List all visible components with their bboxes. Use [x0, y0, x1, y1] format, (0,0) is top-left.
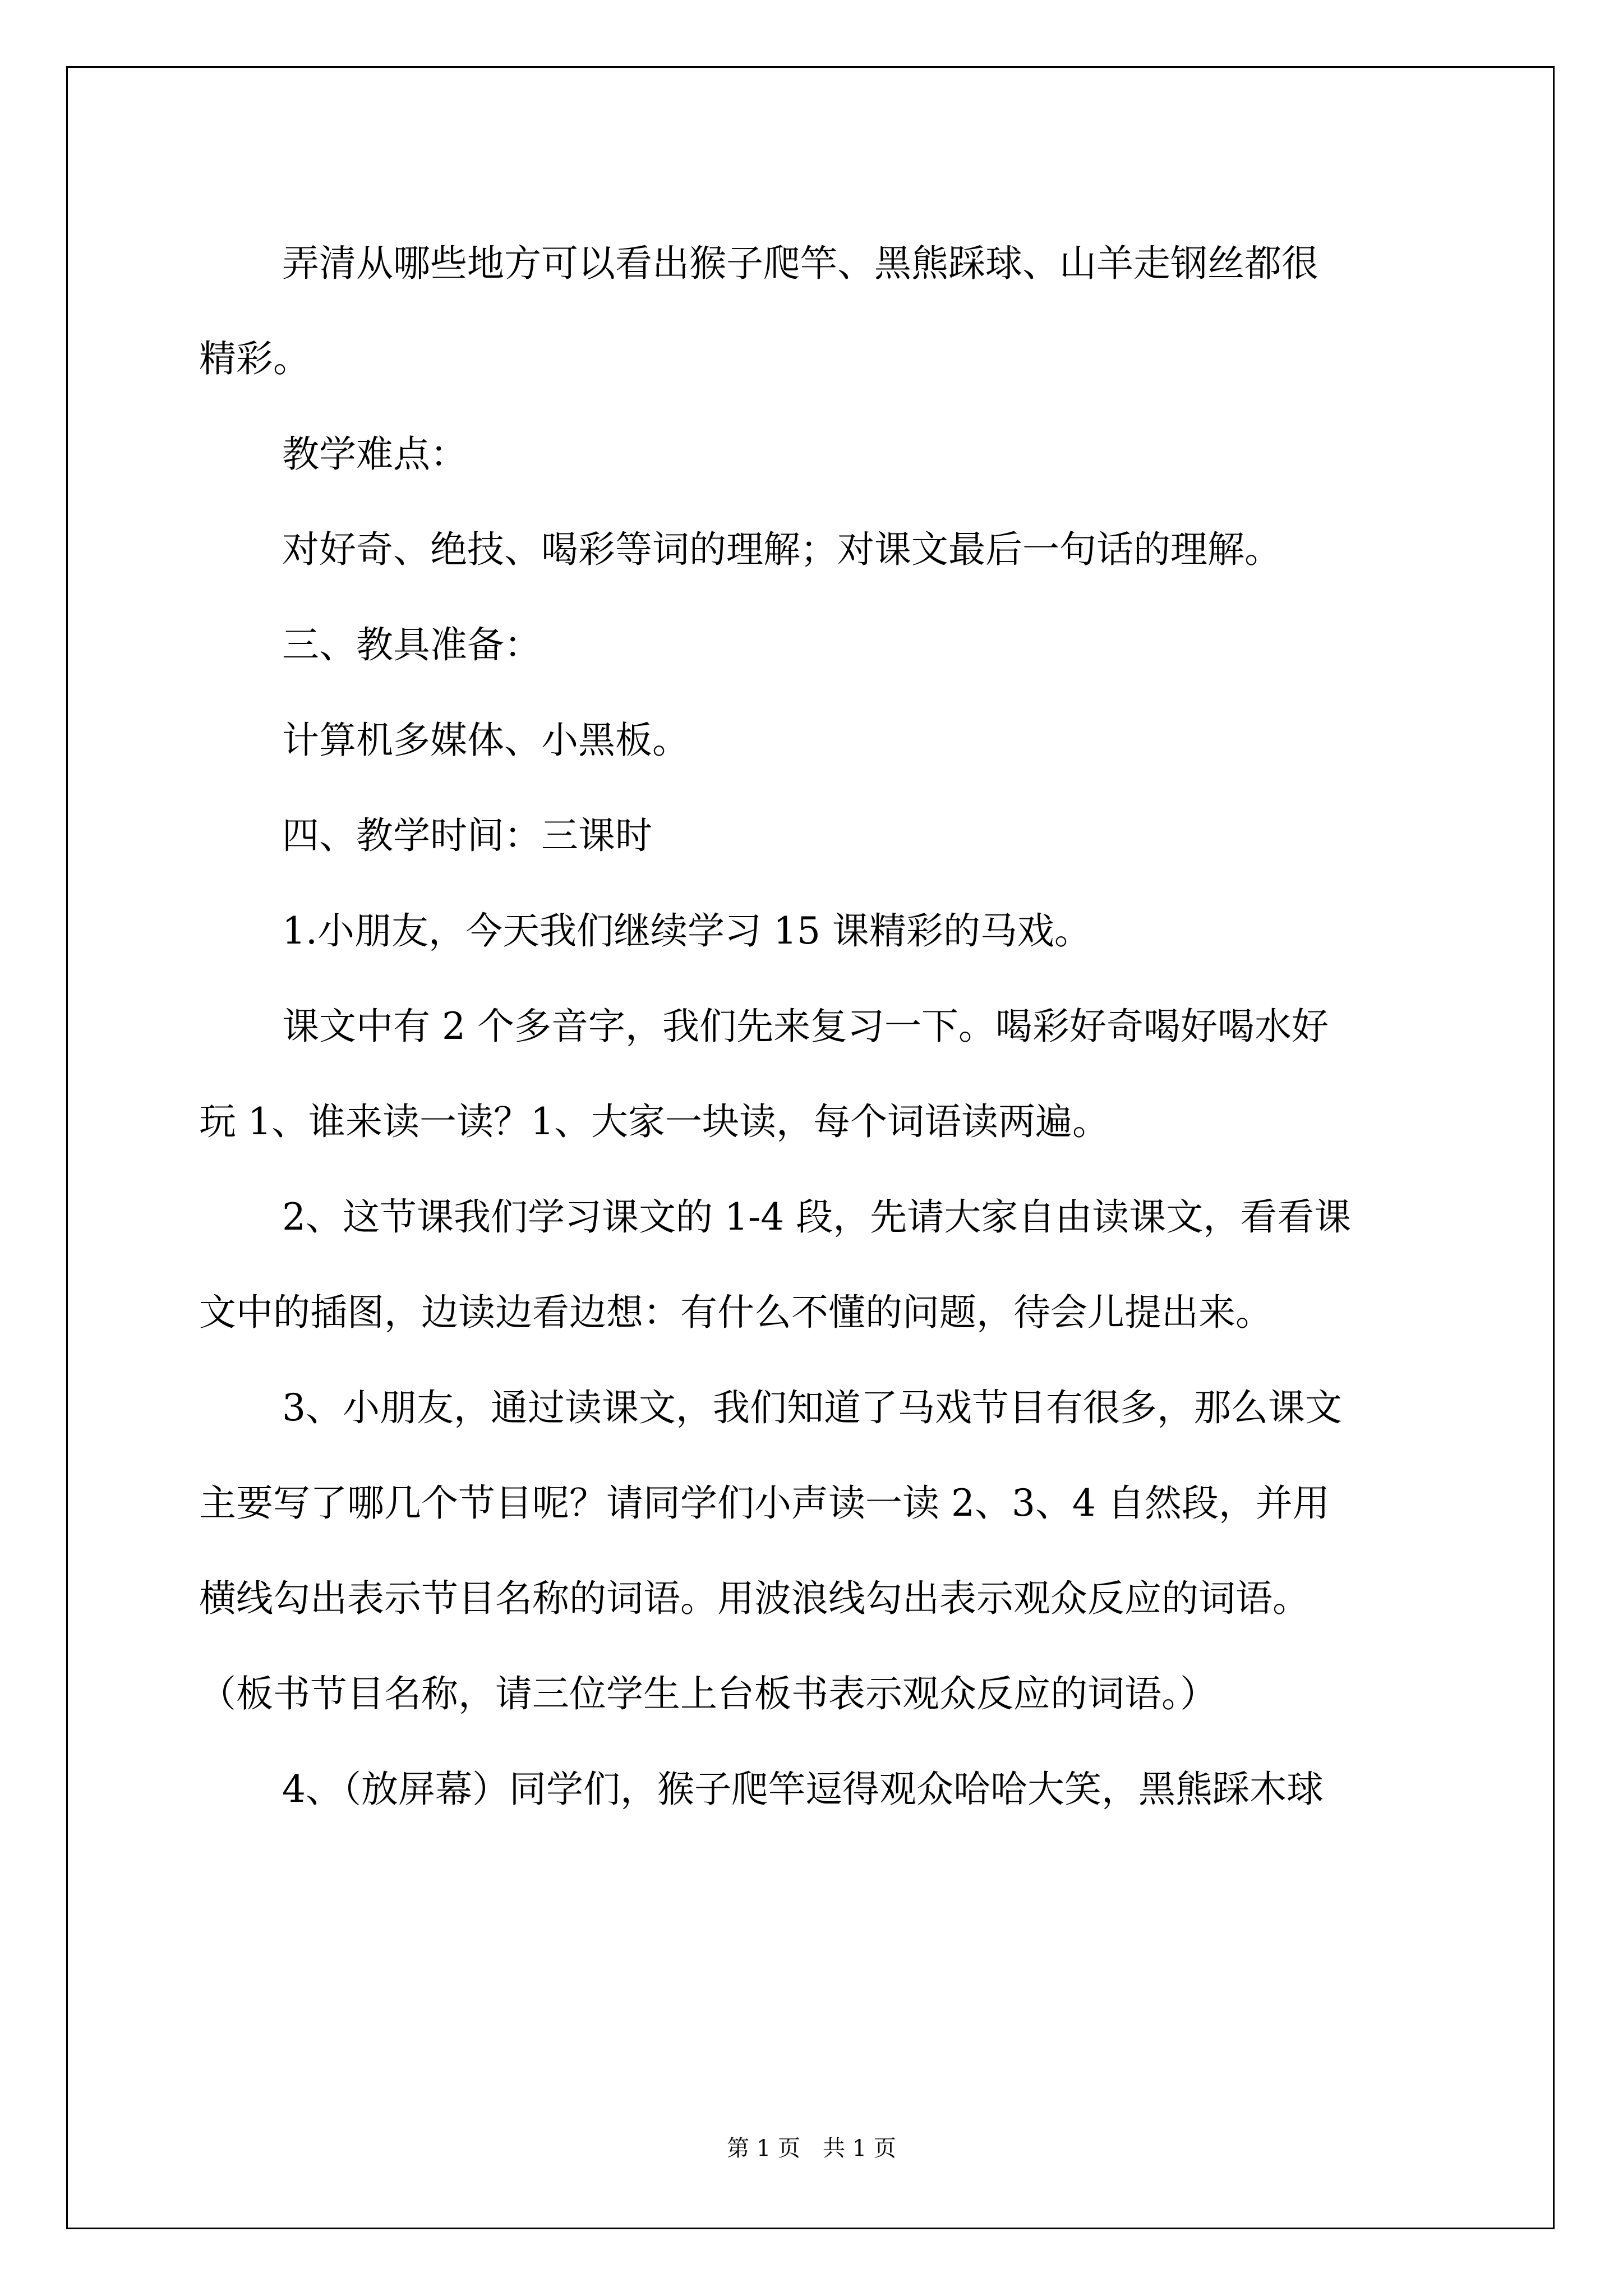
paragraph-line: 3、小朋友，通过读课文，我们知道了马戏节目有很多，那么课文 — [282, 1386, 1342, 1429]
section-heading: 教学难点： — [282, 432, 467, 476]
paragraph-line: 精彩。 — [199, 337, 310, 380]
paragraph-line: 主要写了哪几个节目呢？请同学们小声读一读 2、3、4 自然段，并用 — [199, 1481, 1330, 1525]
paragraph-line: 玩 1、谁来读一读？1、大家一块读，每个词语读两遍。 — [199, 1100, 1109, 1143]
page-footer: 第 1 页 共 1 页 — [727, 2136, 896, 2161]
document-body — [199, 216, 1433, 1837]
paragraph-line: 对好奇、绝技、喝彩等词的理解；对课文最后一句话的理解。 — [282, 528, 1281, 571]
paragraph-line: 2、这节课我们学习课文的 1-4 段，先请大家自由读课文，看看课 — [282, 1195, 1352, 1239]
paragraph-line: 课文中有 2 个多音字，我们先来复习一下。喝彩好奇喝好喝水好 — [282, 1005, 1329, 1048]
paragraph-line: 计算机多媒体、小黑板。 — [282, 719, 689, 762]
paragraph-line: 1.小朋友，今天我们继续学习 15 课精彩的马戏。 — [282, 909, 1091, 953]
paragraph-line: （板书节目名称，请三位学生上台板书表示观众反应的词语。） — [199, 1672, 1217, 1715]
paragraph-line: 弄清从哪些地方可以看出猴子爬竿、黑熊踩球、山羊走钢丝都很 — [282, 242, 1318, 285]
section-heading: 四、教学时间：三课时 — [282, 814, 652, 857]
section-heading: 三、教具准备： — [282, 623, 541, 666]
paragraph-line: 4、（放屏幕）同学们，猴子爬竿逗得观众哈哈大笑，黑熊踩木球 — [282, 1768, 1324, 1811]
paragraph-line: 横线勾出表示节目名称的词语。用波浪线勾出表示观众反应的词语。 — [199, 1577, 1310, 1620]
paragraph-line: 文中的插图，边读边看边想：有什么不懂的问题，待会儿提出来。 — [199, 1291, 1272, 1334]
